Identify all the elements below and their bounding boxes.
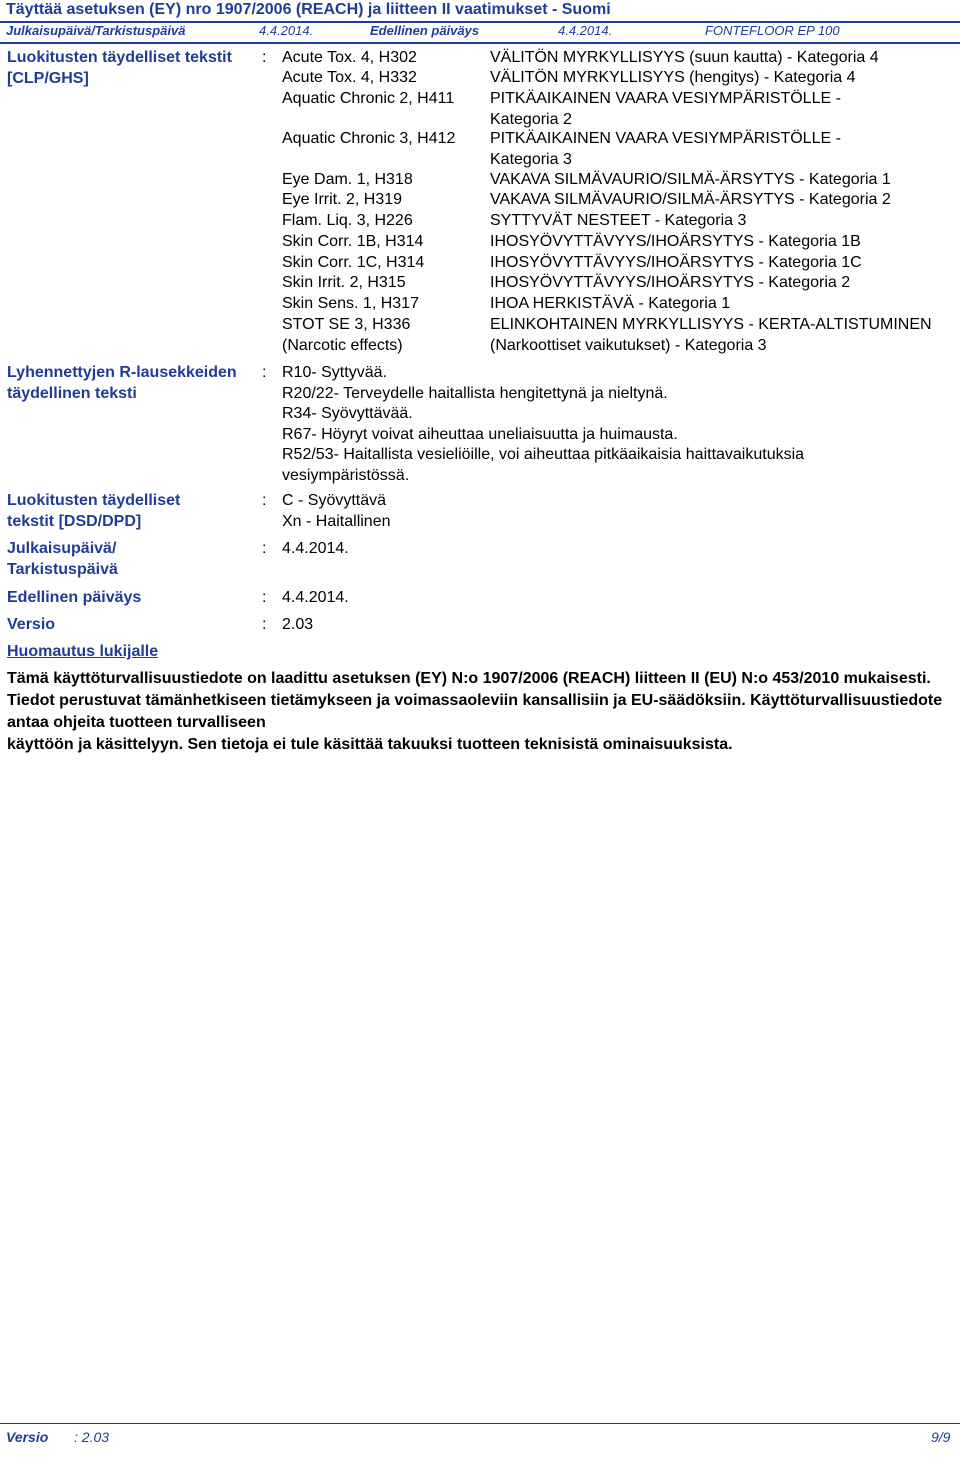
issue-date-colon: : [262, 540, 267, 557]
dsd-line: Xn - Haitallinen [282, 513, 391, 530]
footer-rule [0, 1423, 960, 1424]
clp-code: Flam. Liq. 3, H226 [282, 212, 413, 229]
clp-code: Skin Sens. 1, H317 [282, 295, 419, 312]
dsd-colon: : [262, 492, 267, 509]
clp-label: Luokitusten täydelliset tekstit [CLP/GHS] [7, 49, 232, 87]
previous-date-value: 4.4.2014. [282, 589, 349, 606]
issue-date-label: Julkaisupäivä/ Tarkistuspäivä [7, 540, 118, 578]
footer-page-number: 9/9 [931, 1429, 951, 1445]
clp-code: Skin Corr. 1B, H314 [282, 233, 424, 250]
header-product-name: FONTEFLOOR EP 100 [705, 23, 840, 38]
footer-version-value: : 2.03 [74, 1429, 110, 1445]
version-value: 2.03 [282, 616, 314, 633]
header-issue-label: Julkaisupäivä/Tarkistuspäivä [6, 23, 186, 38]
clp-code: Eye Dam. 1, H318 [282, 171, 413, 188]
notice-paragraph: käyttöön ja käsittelyyn. Sen tietoja ei tule käsittää takuuksi tuotteen teknisistä ominaisuuksista. [7, 736, 733, 753]
clp-desc: IHOSYÖVYTTÄVYYS/IHOÄRSYTYS - Kategoria 1B [490, 233, 861, 250]
version-label: Versio [7, 616, 56, 633]
clp-desc: VÄLITÖN MYRKYLLISYYS (hengitys) - Kategoria 4 [490, 69, 856, 86]
clp-code: STOT SE 3, H336 (Narcotic effects) [282, 316, 411, 354]
dsd-line: C - Syövyttävä [282, 492, 387, 509]
issue-date-value: 4.4.2014. [282, 540, 349, 557]
version-colon: : [262, 616, 267, 633]
header-issue-date: 4.4.2014. [259, 23, 314, 38]
clp-desc: VAKAVA SILMÄVAURIO/SILMÄ-ÄRSYTYS - Kategoria 1 [490, 171, 891, 188]
r-phrase-line: R67- Höyryt voivat aiheuttaa uneliaisuutta ja huimausta. [282, 426, 678, 443]
clp-desc: IHOSYÖVYTTÄVYYS/IHOÄRSYTYS - Kategoria 2 [490, 274, 851, 291]
clp-code: Acute Tox. 4, H302 [282, 49, 417, 66]
dsd-label: Luokitusten täydelliset tekstit [DSD/DPD] [7, 492, 181, 530]
clp-code: Skin Irrit. 2, H315 [282, 274, 406, 291]
previous-date-label: Edellinen päiväys [7, 589, 142, 606]
header-rule-bottom [0, 42, 960, 44]
clp-desc: IHOSYÖVYTTÄVYYS/IHOÄRSYTYS - Kategoria 1C [490, 254, 862, 271]
notice-text [7, 668, 952, 756]
previous-date-colon: : [262, 589, 267, 606]
header-prev-date: 4.4.2014. [558, 23, 613, 38]
clp-code: Aquatic Chronic 2, H411 [282, 90, 455, 107]
header-meta-bar [0, 21, 960, 43]
r-phrase-line: R52/53- Haitallista vesieliöille, voi aiheuttaa pitkäaikaisia haittavaikutuksia vesiympäristössä. [282, 446, 805, 484]
r-phrase-line: R20/22- Terveydelle haitallista hengitettynä ja nieltynä. [282, 385, 668, 402]
header-prev-label: Edellinen päiväys [370, 23, 480, 38]
r-phrase-line: R10- Syttyvää. [282, 364, 387, 381]
clp-code: Aquatic Chronic 3, H412 [282, 130, 456, 147]
clp-desc: PITKÄAIKAINEN VAARA VESIYMPÄRISTÖLLE - Kategoria 2 [490, 90, 841, 128]
footer-version-label: Versio [6, 1429, 49, 1445]
clp-desc: SYTTYVÄT NESTEET - Kategoria 3 [490, 212, 747, 229]
clp-desc: PITKÄAIKAINEN VAARA VESIYMPÄRISTÖLLE - Kategoria 3 [490, 130, 841, 168]
clp-desc: VAKAVA SILMÄVAURIO/SILMÄ-ÄRSYTYS - Kategoria 2 [490, 191, 891, 208]
clp-desc: ELINKOHTAINEN MYRKYLLISYYS - KERTA-ALTISTUMINEN (Narkoottiset vaikutukset) - Kategoria 3 [490, 316, 932, 354]
notice-paragraph: Tämä käyttöturvallisuustiedote on laadittu asetuksen (EY) N:o 1907/2006 (REACH) liitteen II (EU) N:o 453/2010 mukaisesti. Tiedot perustuvat tämänhetkiseen tietämykseen ja voimassaoleviin kansallisiin ja EU-säädöksiin. Käyttöturvallisuustiedote antaa ohjeita tuotteen turvalliseen [7, 670, 943, 731]
clp-code: Eye Irrit. 2, H319 [282, 191, 403, 208]
clp-desc: IHOA HERKISTÄVÄ - Kategoria 1 [490, 295, 731, 312]
notice-label: Huomautus lukijalle [7, 643, 159, 660]
clp-code: Skin Corr. 1C, H314 [282, 254, 425, 271]
clp-code: Acute Tox. 4, H332 [282, 69, 417, 86]
r-phrases-colon: : [262, 364, 267, 381]
clp-colon: : [262, 49, 267, 66]
r-phrase-line: R34- Syövyttävää. [282, 405, 413, 422]
document-title: Täyttää asetuksen (EY) nro 1907/2006 (REACH) ja liitteen II vaatimukset - Suomi [6, 1, 611, 18]
clp-desc: VÄLITÖN MYRKYLLISYYS (suun kautta) - Kategoria 4 [490, 49, 879, 66]
r-phrases-label: Lyhennettyjen R-lausekkeiden täydellinen teksti [7, 364, 237, 402]
